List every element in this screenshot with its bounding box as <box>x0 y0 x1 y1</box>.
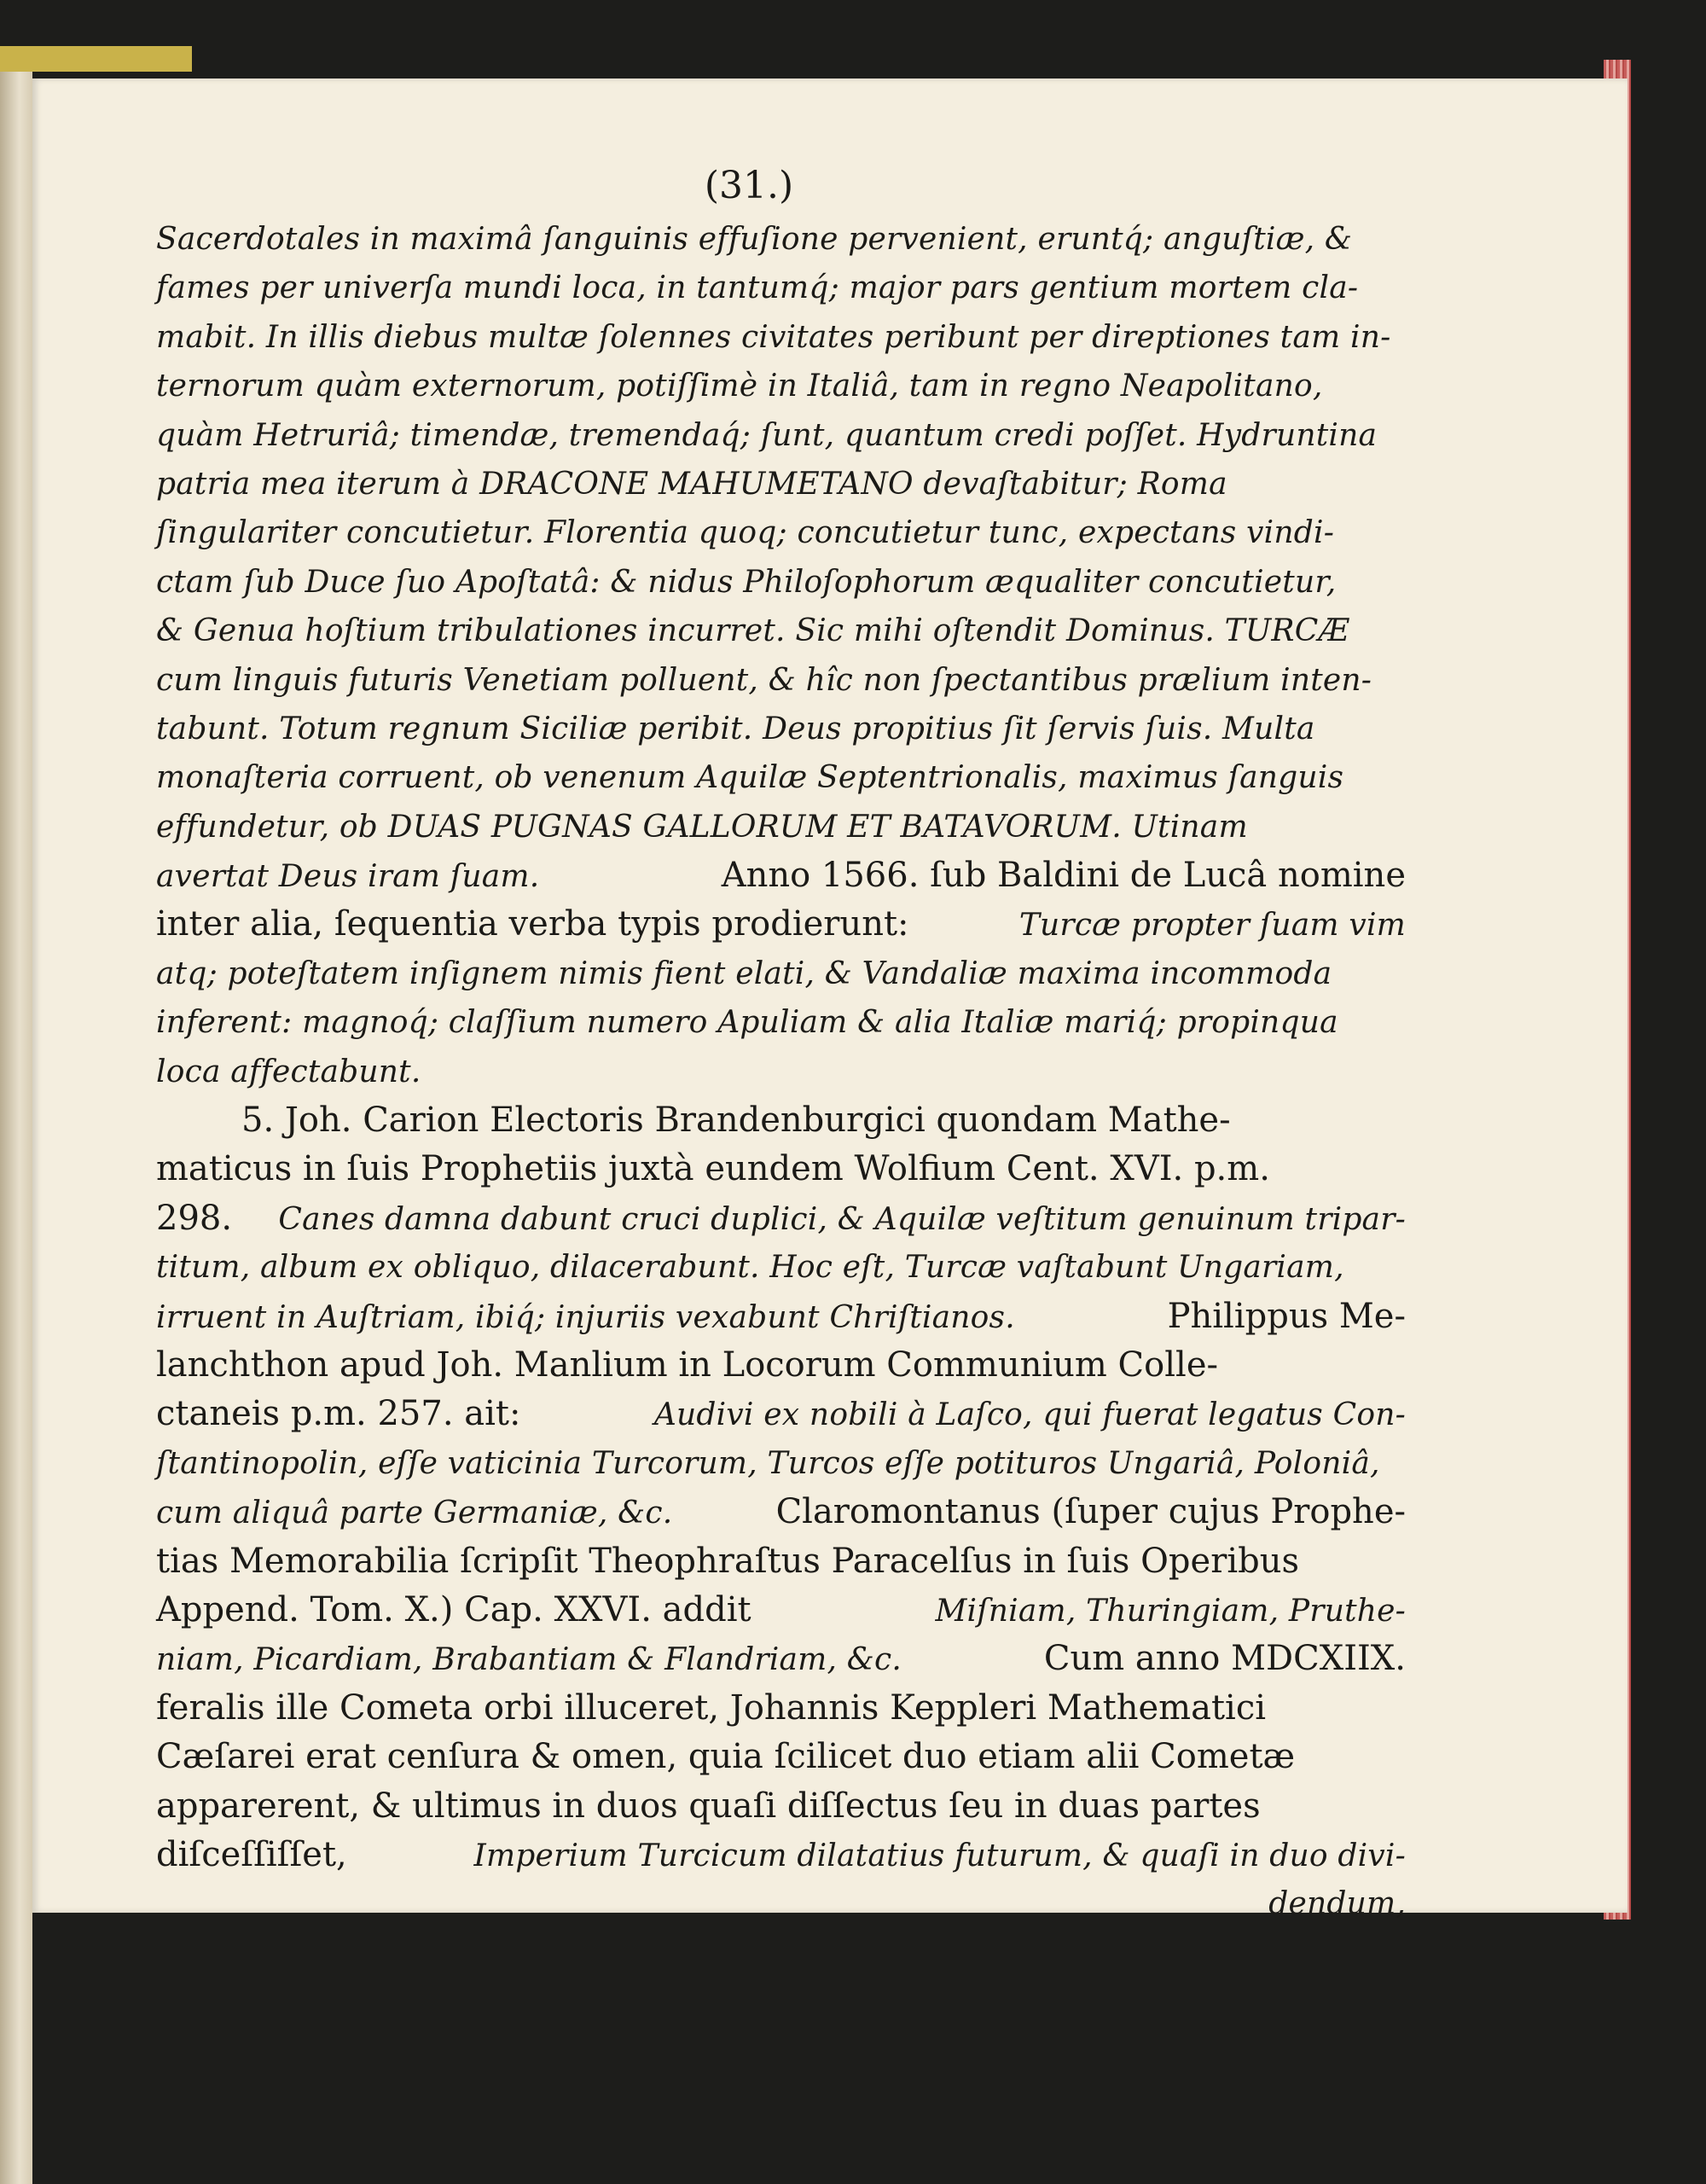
roman-text: apparerent, & ultimus in duos quaſi diſſectus ſeu in duas partes <box>156 1786 1261 1826</box>
text-line <box>156 264 1406 312</box>
text-line <box>156 607 1406 655</box>
text-line <box>156 508 1406 557</box>
text-line <box>156 656 1406 705</box>
roman-text: tias Memorabilia ſcripſit Theophraſtus Paracelſus in ſuis Operibus <box>156 1541 1299 1581</box>
text-line <box>156 460 1406 508</box>
roman-text: Append. Tom. X.) Cap. XXVI. addit <box>156 1589 751 1629</box>
italic-text: irruent in Auſtriam, ibiq́; injuriis vexabunt Chriſtianos. <box>156 1299 1015 1335</box>
text-line <box>156 1586 1406 1635</box>
text-line <box>156 705 1406 753</box>
italic-text: Turcæ propter ſuam vim <box>1018 908 1406 944</box>
italic-text: ternorum quàm externorum, potiſſimè in Italiâ, tam in regno Neapolitano, <box>156 369 1323 404</box>
text-line <box>156 900 1406 949</box>
italic-text: fames per univerſa mundi loca, in tantumq́; major pars gentium mortem cla- <box>156 270 1359 306</box>
italic-text: cum linguis futuris Venetiam polluent, & hîc non ſpectantibus prælium inten- <box>156 662 1372 698</box>
roman-text: lanchthon apud Joh. Manlium in Locorum Communium Colle- <box>156 1345 1219 1385</box>
text-line <box>156 1439 1406 1488</box>
italic-text: ſtantinopolin, eſſe vaticinia Turcorum, Turcos eſſe potituros Ungariâ, Poloniâ, <box>156 1445 1380 1481</box>
italic-text: cum aliquâ parte Germaniæ, &c. <box>156 1496 673 1531</box>
roman-text: diſceſſiſſet, <box>156 1834 347 1874</box>
italic-text: avertat Deus iram ſuam. <box>156 859 540 895</box>
roman-text: Cum anno MDCXIIX. <box>1043 1639 1406 1679</box>
page-body <box>156 215 1406 1929</box>
book-page <box>32 78 1628 1922</box>
italic-text: patria mea iterum à DRACONE MAHUMETANO devaſtabitur; Roma <box>156 466 1227 502</box>
roman-text: inter alia, ſequentia verba typis prodierunt: <box>156 904 909 944</box>
text-line <box>156 1635 1406 1683</box>
text-line <box>156 1194 1406 1243</box>
text-line <box>156 215 1406 264</box>
text-line <box>156 1831 1406 1879</box>
italic-text: Canes damna dabunt cruci duplici, & Aquilæ veſtitum genuinum tripar- <box>278 1201 1406 1237</box>
roman-text: feralis ille Cometa orbi illuceret, Johannis Keppleri Mathematici <box>156 1687 1267 1728</box>
text-line <box>156 950 1406 998</box>
text-line <box>156 1145 1406 1194</box>
italic-text: quàm Hetruriâ; timendæ, tremendaq́; ſunt, quantum credi poſſet. Hydruntina <box>156 417 1378 453</box>
page-header: (31.) <box>704 164 794 207</box>
text-line <box>156 998 1406 1047</box>
text-line <box>156 1390 1406 1438</box>
italic-text: tabunt. Totum regnum Siciliæ peribit. Deus propitius ſit ſervis ſuis. Multa <box>156 711 1315 746</box>
italic-text: inferent: magnoq́; claſſium numero Apuliam & alia Italiæ mariq́; propinqua <box>156 1005 1338 1041</box>
italic-text: Sacerdotales in maximâ ſanguinis effuſione pervenient, eruntq́; anguſtiæ, & <box>156 222 1353 257</box>
italic-text: titum, album ex obliquo, dilacerabunt. Hoc eſt, Turcæ vaſtabunt Ungariam, <box>156 1250 1344 1286</box>
text-line <box>156 411 1406 460</box>
italic-text: & Genua hoſtium tribulationes incurret. Sic mihi oſtendit Dominus. TURCÆ <box>156 613 1349 649</box>
text-line <box>156 362 1406 410</box>
text-line <box>156 1341 1406 1390</box>
italic-text: loca affectabunt. <box>156 1054 421 1089</box>
italic-text: niam, Picardiam, Brabantiam & Flandriam, &c. <box>156 1642 902 1678</box>
text-line <box>156 1684 1406 1733</box>
italic-text: effundetur, ob DUAS PUGNAS GALLORUM ET BATAVORUM. Utinam <box>156 809 1248 845</box>
text-line <box>156 313 1406 362</box>
roman-text: 5. Joh. Carion Electoris Brandenburgici quondam Mathe- <box>241 1101 1231 1141</box>
text-line <box>156 1096 1406 1145</box>
roman-text: ctaneis p.m. 257. ait: <box>156 1394 521 1434</box>
roman-text: Cæſarei erat cenſura & omen, quia ſcilicet duo etiam alii Cometæ <box>156 1737 1296 1777</box>
italic-text: Miſniam, Thuringiam, Pruthe- <box>935 1593 1406 1629</box>
roman-text: maticus in ſuis Prophetiis juxtà eundem Wolfium Cent. XVI. p.m. <box>156 1149 1270 1189</box>
italic-text: ctam ſub Duce ſuo Apoſtatâ: & nidus Philoſophorum æqualiter concutietur, <box>156 564 1337 600</box>
text-line <box>156 1048 1406 1096</box>
text-line <box>156 1733 1406 1781</box>
text-line <box>156 1782 1406 1831</box>
binding-tape <box>0 46 192 72</box>
text-line <box>156 1243 1406 1292</box>
text-line <box>156 753 1406 802</box>
text-line <box>156 851 1406 900</box>
text-line <box>156 1537 1406 1586</box>
text-line <box>156 1292 1406 1341</box>
italic-text: Audivi ex nobili à Laſco, qui fuerat legatus Con- <box>653 1397 1406 1433</box>
italic-text: atq; poteſtatem inſignem nimis fient elati, & Vandaliæ maxima incommoda <box>156 956 1332 991</box>
italic-text: dendum, <box>1268 1886 1406 1922</box>
italic-text: monaſteria corruent, ob venenum Aquilæ Septentrionalis, maximus ſanguis <box>156 760 1344 796</box>
text-line <box>156 558 1406 607</box>
roman-text: 298. <box>156 1198 233 1238</box>
italic-text: mabit. In illis diebus multæ ſolennes civitates peribunt per direptiones tam in- <box>156 319 1391 355</box>
roman-text: Anno 1566. ſub Baldini de Lucâ nomine <box>721 856 1406 896</box>
roman-text: Philippus Me- <box>1167 1296 1406 1336</box>
italic-text: ſingulariter concutietur. Florentia quoq; concutietur tunc, expectans vindi- <box>156 515 1335 551</box>
italic-text: Imperium Turcicum dilatatius futurum, & quaſi in duo divi- <box>473 1838 1406 1873</box>
text-line <box>156 1879 1406 1928</box>
text-line <box>156 803 1406 851</box>
roman-text: Claromontanus (ſuper cujus Prophe- <box>775 1492 1406 1532</box>
left-page-edge <box>0 51 32 2184</box>
text-line <box>156 1488 1406 1536</box>
